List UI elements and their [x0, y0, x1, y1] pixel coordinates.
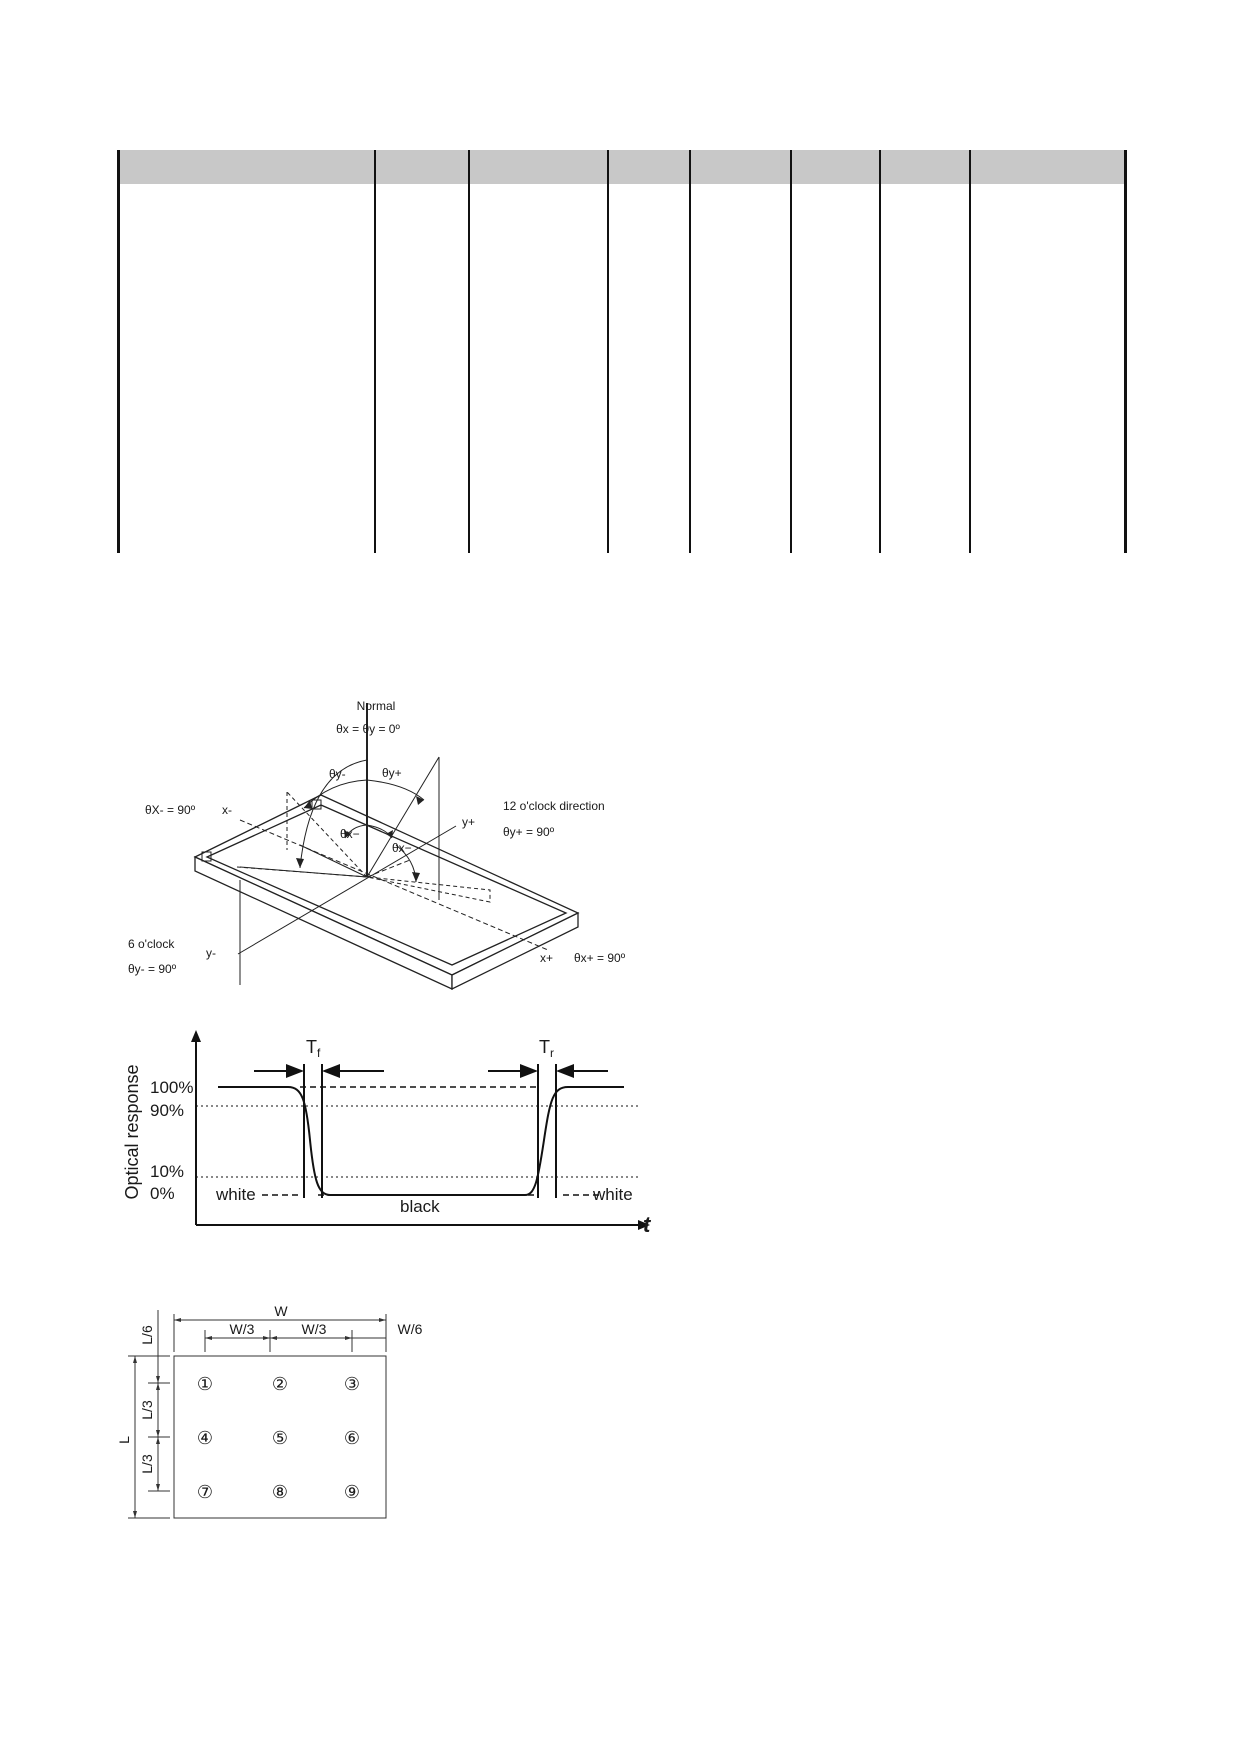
- six-oclock-label: 6 o'clock: [128, 937, 175, 951]
- theta-y-plus-90-label: θy+ = 90º: [503, 825, 555, 839]
- theta-x-plus-90-label: θx+ = 90º: [574, 951, 626, 965]
- third-width-label: W/3: [229, 1321, 255, 1337]
- specification-table: [117, 150, 1127, 553]
- normal-label: Normal: [356, 699, 396, 713]
- table-border-left: [117, 150, 120, 553]
- table-column-divider: [374, 150, 376, 553]
- timing-arrow-heads: [286, 1064, 574, 1078]
- measurement-point: ⑨: [343, 1482, 361, 1502]
- table-column-divider: [969, 150, 971, 553]
- table-header-cell: [790, 150, 879, 184]
- sixth-length-label: L/6: [139, 1325, 155, 1345]
- response-curve: [218, 1087, 624, 1195]
- x-plus-axis-label: x+: [540, 951, 554, 965]
- level-label: 100%: [150, 1078, 194, 1097]
- y-plus-axis-label: y+: [462, 815, 476, 829]
- table-column-divider: [689, 150, 691, 553]
- level-label: 10%: [150, 1162, 185, 1181]
- table-header-cell: [468, 150, 607, 184]
- third-length-label: L/3: [139, 1454, 155, 1474]
- twelve-oclock-label: 12 o'clock direction: [503, 799, 605, 813]
- measurement-point: ⑧: [271, 1482, 289, 1502]
- response-time-diagram: [0, 1020, 700, 1250]
- theta-x-minus-label: θx−: [392, 841, 412, 855]
- table-header-cell: [607, 150, 689, 184]
- y-axis-arrow: [191, 1030, 201, 1042]
- reference-lines: [196, 1087, 640, 1195]
- y-minus-axis-label: y-: [206, 946, 216, 960]
- x-minus-axis-label: x-: [222, 803, 232, 817]
- white-state-label: white: [216, 1185, 256, 1204]
- table-column-divider: [607, 150, 609, 553]
- table-header-cell: [969, 150, 1124, 184]
- measurement-point: ⑦: [196, 1482, 214, 1502]
- length-label: L: [116, 1436, 132, 1444]
- table-header-cell: [117, 150, 374, 184]
- black-state-label: black: [400, 1197, 440, 1216]
- table-column-divider: [468, 150, 470, 553]
- theta-y-minus-label: θy-: [329, 767, 346, 781]
- measurement-point: ⑥: [343, 1428, 361, 1448]
- level-label: 0%: [150, 1184, 175, 1203]
- white-state-label: white: [593, 1185, 633, 1204]
- measurement-point: ②: [271, 1374, 289, 1394]
- theta-y-minus-90-label: θy- = 90º: [128, 962, 177, 976]
- theta-x-minus-label: θx−: [340, 827, 360, 841]
- measurement-points-diagram: [0, 1295, 460, 1535]
- rise-time-label: $T_r$: [539, 1037, 554, 1060]
- measurement-point: ③: [343, 1374, 361, 1394]
- theta-x-minus-90-label: θX- = 90º: [145, 803, 196, 817]
- measurement-point: ④: [196, 1428, 214, 1448]
- table-border-right: [1124, 150, 1127, 553]
- timing-markers: [254, 1064, 608, 1198]
- width-label: W: [274, 1303, 288, 1319]
- third-length-label: L/3: [139, 1400, 155, 1420]
- table-header-cell: [689, 150, 790, 184]
- table-header-cell: [879, 150, 969, 184]
- table-column-divider: [879, 150, 881, 553]
- measurement-point: ①: [196, 1374, 214, 1394]
- sixth-width-label: W/6: [397, 1321, 423, 1337]
- table-column-divider: [790, 150, 792, 553]
- normal-angle-label: θx = θy = 0º: [336, 722, 400, 736]
- table-header-cell: [374, 150, 468, 184]
- third-width-label: W/3: [301, 1321, 327, 1337]
- y-axis-label: Optical response: [122, 1064, 142, 1200]
- measurement-point: ⑤: [271, 1428, 289, 1448]
- level-label: 90%: [150, 1101, 185, 1120]
- fall-time-label: $T_f$: [306, 1037, 321, 1060]
- x-axis-label: t: [643, 1212, 651, 1237]
- theta-y-plus-label: θy+: [382, 766, 402, 780]
- viewing-angle-diagram: [0, 690, 700, 1010]
